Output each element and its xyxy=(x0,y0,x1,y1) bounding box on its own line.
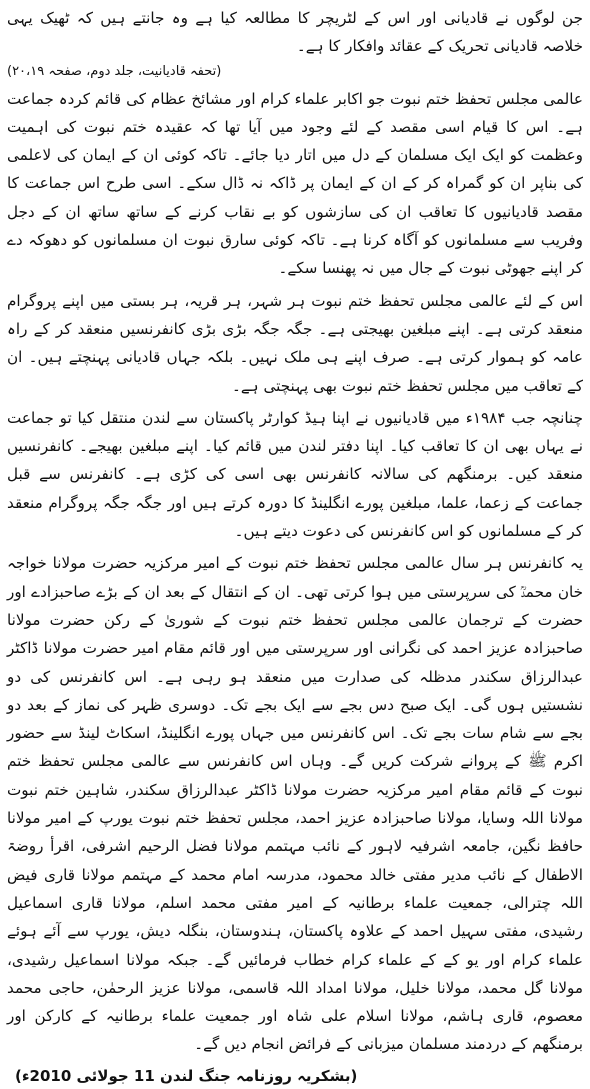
paragraph-programs: اس کے لئے عالمی مجلس تحفظ ختم نبوت ہر شہر، ہر قریہ، ہر بستی میں اپنے پروگرام منعقد کرتی ہے۔ اپنے مبلغین بھیجتی ہے۔ جگہ جگہ بڑی بڑی کانفرنسیں منعقد کر کے راہ عامہ کو ہموار کرتی ہے۔ صرف اپنے ہی ملک نہیں۔ بلکہ جہاں قادیانی پہنچتے ہیں۔ ان کے تعاقب میں مجلس تحفظ ختم نبوت بھی پہنچتی ہے۔ xyxy=(7,291,583,395)
citation-line xyxy=(7,61,583,83)
paragraph-organization: عالمی مجلس تحفظ ختم نبوت جو اکابر علماء کرام اور مشائخ عظام کی قائم کردہ جماعت ہے۔ اس کا قیام اسی مقصد کے لئے وجود میں آیا تھا کہ عقیدہ ختم نبوت کی اہمیت وعظمت کو ایک ایک مسلمان کے دل میں اتار دیا جائے۔ تاکہ کوئی ان کے ایمان کی لاعلمی کی بناپر ان کو گمراہ کر کے ان کے ایمان پر ڈاکہ نہ ڈال سکے۔ اسی طرح اس جماعت کا مقصد قادیانیوں کا تعاقب ان کی سازشوں کو بے نقاب کرنے کے ساتھ ساتھ ان کے دجل وفریب سے مسلمانوں کو آگاہ کرنا ہے۔ تاکہ کوئی سارق نبوت ان مسلمانوں کو دھوکہ دے کر اپنے جھوٹی نبوت کے جال میں نہ پھنسا سکے۔ xyxy=(7,89,583,278)
paragraph-conference: یہ کانفرنس ہر سال عالمی مجلس تحفظ ختم نبوت کے امیر مرکزیہ حضرت مولانا خواجہ خان محمدؒ کی سرپرستی میں ہوا کرتی تھی۔ ان کے انتقال کے بعد ان کے بڑے صاحبزادے اور حضرت کے ترجمان عالمی مجلس تحفظ ختم نبوت کے شوریٰ کے رکن حضرت مولانا صاحبزادہ عزیز احمد کی نگرانی اور سرپرستی میں اور قائم مقام امیر حضرت مولانا ڈاکٹر عبدالرزاق سکندر مدظلہ کی صدارت میں منعقد ہو رہی ہے۔ اس کانفرنس کی دو نشستیں ہوں گی۔ ایک صبح دس بجے سے ایک بجے تک۔ دوسری ظہر کی نماز کے بعد دو بجے سے شام سات بجے تک۔ اس کانفرنس میں جہاں پورے انگلینڈ، اسکاٹ لینڈ سے حضور اکرم ﷺ کے پروانے شرکت کریں گے۔ وہاں اس کانفرنس سے عالمی مجلس تحفظ ختم نبوت کے قائم مقام امیر مرکزیہ حضرت مولانا ڈاکٹر عبدالرزاق سکندر، شاہین ختم نبوت مولانا اللہ وسایا، مولانا صاحبزادہ عزیز احمد، مجلس تحفظ ختم نبوت یورپ کے امیر مولانا حافظ نگین، جامعہ اشرفیہ لاہور کے نائب مہتمم مولانا فضل الرحیم اشرفی، اقرأ روضۃ الاطفال کے نائب مدیر مفتی خالد محمود، مدرسہ امام محمد کے مہتمم مولانا قاری فیض اللہ چترالی، جمعیت علماء برطانیہ کے امیر مفتی محمد اسلم، مولانا قاری اسماعیل رشیدی، مفتی سہیل احمد کے علاوہ پاکستان، ہندوستان، بنگلہ دیش، یورپ سے آئے ہوئے علماء کرام اور یو کے کے علماء کرام خطاب فرمائیں گے۔ جبکہ مولانا اسماعیل رشیدی، مولانا گل محمد، مولانا خلیل، مولانا امداد اللہ قاسمی، مولانا عزیز الرحمٰن، حاجی محمد معصوم، قاری ہاشم، مولانا اسلام علی شاہ اور جمعیت علماء برطانیہ کے کارکن اور برمنگھم کے دردمند مسلمان میزبانی کے فرائض انجام دیں گے۔ xyxy=(7,554,583,1054)
source-credit: (بشکریہ روزنامہ جنگ لندن 11 جولائی 2010ء) xyxy=(15,1066,358,1085)
citation: (تحفہ قادیانیت، جلد دوم، صفحہ ۲۰،۱۹) xyxy=(7,63,222,79)
paragraph-intro: جن لوگوں نے قادیانی اور اس کے لٹریچر کا مطالعہ کیا ہے وہ جانتے ہیں کہ ٹھیک یہی خلاصہ قادیانی تحریک کے عقائد وافکار کا ہے۔ xyxy=(7,9,583,56)
paragraph-london-office: چنانچہ جب ۱۹۸۴ء میں قادیانیوں نے اپنا ہیڈ کوارٹر پاکستان سے لندن منتقل کیا تو جماعت نے یہاں بھی ان کا تعاقب کیا۔ اپنا دفتر لندن میں قائم کیا۔ اپنے مبلغین بھیجے۔ کانفرنسیں منعقد کیں۔ برمنگھم کی سالانہ کانفرنس بھی اسی کی کڑی ہے۔ کانفرنس سے قبل جماعت کے زعما، علما، مبلغین پورے انگلینڈ کا دورہ کرتے ہیں اور جگہ جگہ پروگرام منعقد کر کے مسلمانوں کو اس کانفرنس کی دعوت دیتے ہیں۔ xyxy=(7,408,583,541)
